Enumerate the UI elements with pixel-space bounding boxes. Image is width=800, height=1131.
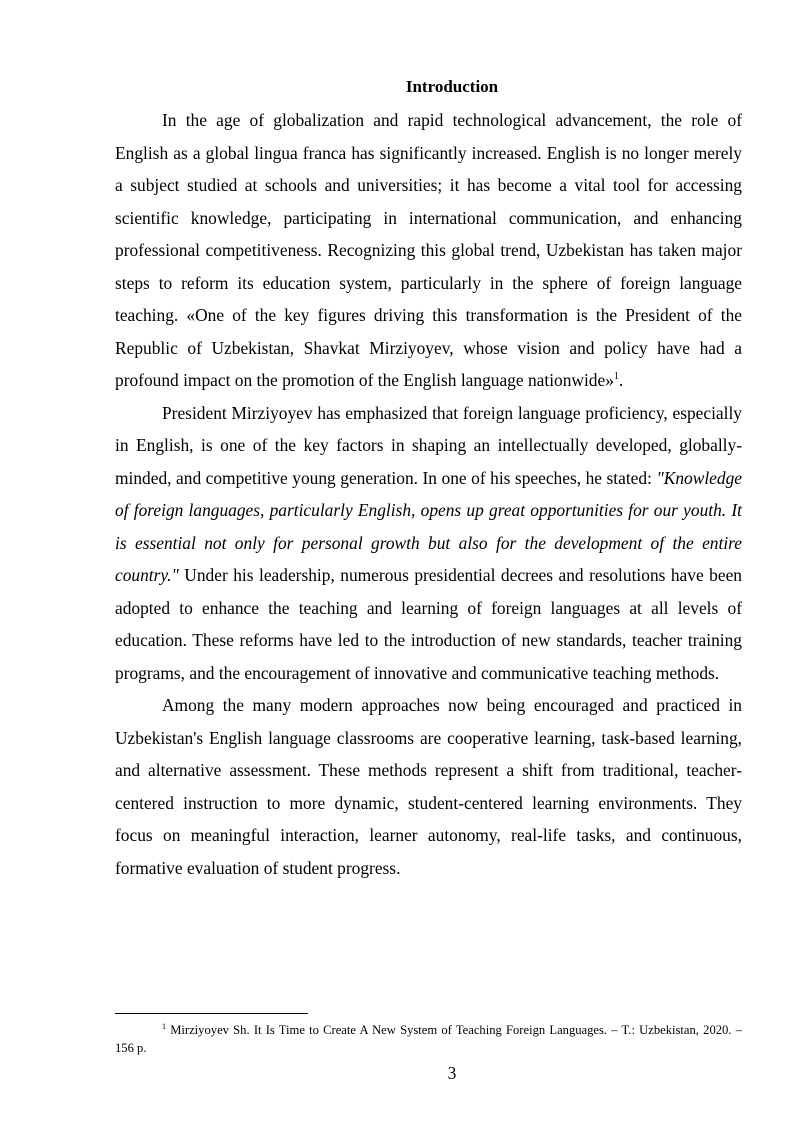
paragraph-1-end: . bbox=[618, 370, 624, 390]
paragraph-1-text: In the age of globalization and rapid technological advancement, the role of English as a global lingua franca has significantly increased. English is no longer merely a subject studied at schools and universities; it has become a vital tool for accessing scientific knowledge, participating in international communication, and enhancing professional competitiveness. Recognizing this global trend, Uzbekistan has taken major steps to reform its education system, particularly in the sphere of foreign language teaching. «One of the key figures driving this transformation is the President of the Republic of Uzbekistan, Shavkat Mirziyoyev, whose vision and policy have had a profound impact on the promotion of the English language nationwide» bbox=[115, 110, 742, 390]
page-title: Introduction bbox=[405, 77, 499, 96]
paragraph-2-text-after-quote: Under his leadership, numerous presidential decrees and resolutions have been adopted to enhance the teaching and learning of foreign languages at all levels of education. These reforms have led to the introduction of new standards, teacher training programs, and the encouragement of innovative and communicative teaching methods. bbox=[115, 565, 742, 683]
paragraph-3 bbox=[115, 689, 742, 884]
page-number: 3 bbox=[447, 1063, 457, 1083]
footnote-text: Mirziyoyev Sh. It Is Time to Create A New System of Teaching Foreign Languages. – T.: Uzbekistan, 2020. – 156 p. bbox=[115, 1023, 742, 1055]
paragraph-3-text: Among the many modern approaches now being encouraged and practiced in Uzbekistan's English language classrooms are cooperative learning, task-based learning, and alternative assessment. These methods represent a shift from traditional, teacher-centered instruction to more dynamic, student-centered learning environments. They focus on meaningful interaction, learner autonomy, real-life tasks, and continuous, formative evaluation of student progress. bbox=[115, 695, 742, 878]
paragraph-1 bbox=[115, 104, 742, 397]
footnote-marker: 1 bbox=[162, 1022, 166, 1031]
footnote-separator bbox=[115, 1013, 308, 1014]
footnote-reference[interactable]: 1 bbox=[613, 371, 619, 382]
body-text bbox=[115, 104, 742, 884]
president-quote: "Knowledge of foreign languages, particularly English, opens up great opportunities for our youth. It is essential not only for personal growth but also for the development of the entire country." bbox=[115, 467, 742, 585]
footnote bbox=[115, 1021, 742, 1057]
paragraph-2 bbox=[115, 397, 742, 690]
paragraph-2-text-before-quote: President Mirziyoyev has emphasized that foreign language proficiency, especially in English, is one of the key factors in shaping an intellectually developed, globally-minded, and competitive young generation. In one of his speeches, he stated: bbox=[115, 402, 742, 488]
